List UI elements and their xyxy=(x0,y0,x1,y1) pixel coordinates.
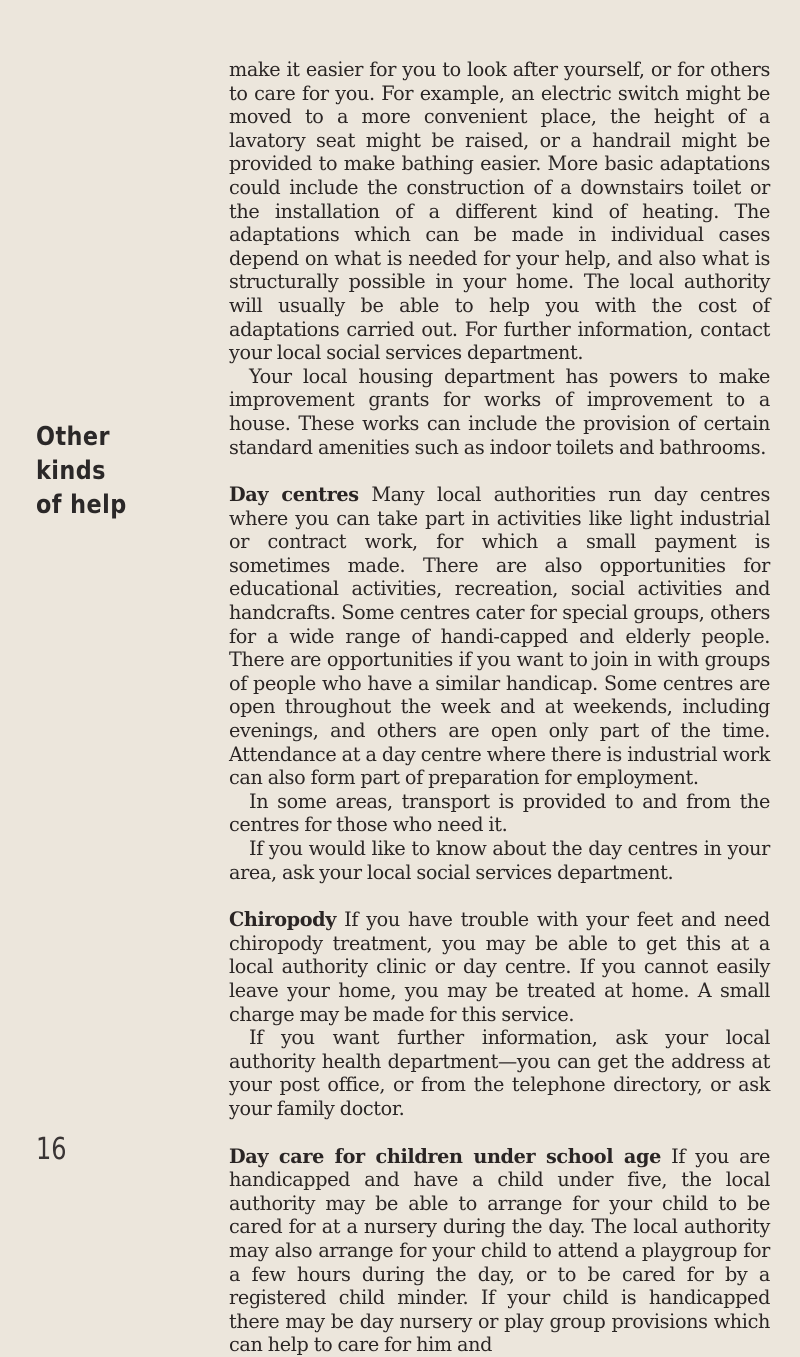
day-care-heading: Day care for children under school age xyxy=(229,1144,661,1168)
transport-paragraph: In some areas, transport is provided to and from the centres for those who need it. xyxy=(229,789,770,837)
chiropody-heading: Chiropody xyxy=(229,908,337,932)
page-number: 16 xyxy=(36,1132,67,1167)
day-care-text: If you are handicapped and have a child under five, the local authority may be able to arrange for your child to be cared for at a nursery during the day. The local authority may also arrange for your child to attend a playgroup for a few hours during the day, or to be cared for by a registered child minder. If your child is handicapped there may be day nursery or play group provisions which can help to care for him and xyxy=(229,1144,770,1357)
sidebar-heading-line-2: of help xyxy=(36,490,127,520)
chiropody-text: If you have trouble with your feet and need chiropody treatment, you may be able to get this at a local authority clinic or day centre. If you cannot easily leave your home, you may be treated at home. A small charge may be made for this service. xyxy=(229,908,770,1026)
day-centres-text: Many local authorities run day centres where you can take part in activities like light industrial or contract work, for which a small payment is sometimes made. There are also opportunities for educational activities, recreation, social activities and handcrafts. Some centres cater for special groups, others for a wide range of handi-capped and elderly people. There are opportunities if you want to join in with groups of people who have a similar handicap. Some centres are open throughout the week and at weekends, including evenings, and others are open only part of the time. Attendance at a day centre where there is industrial work can also form part of preparation for employment. xyxy=(229,483,770,790)
day-centres-heading: Day centres xyxy=(229,483,359,507)
sidebar-heading-line-1: Other kinds xyxy=(36,422,110,486)
main-text-column xyxy=(229,58,770,1357)
housing-paragraph: Your local housing department has powers to make improvement grants for works of improvement to a house. These works can include the provision of certain standard amenities such as indoor toilets and bathrooms. xyxy=(229,364,770,459)
intro-paragraph: make it easier for you to look after yourself, or for others to care for you. For example, an electric switch might be moved to a more convenient place, the height of a lavatory seat might be raised, or a handrail might be provided to make bathing easier. More basic adaptations could include the construction of a downstairs toilet or the installation of a different kind of heating. The adaptations which can be made in individual cases depend on what is needed for your help, and also what is structurally possible in your home. The local authority will usually be able to help you with the cost of adaptations carried out. For further information, contact your local social services department. xyxy=(229,58,770,365)
section-day-care xyxy=(229,1145,770,1357)
section-day-centres xyxy=(229,483,770,884)
day-care-paragraph xyxy=(229,1145,770,1357)
chiropody-contact-paragraph: If you want further information, ask your local authority health department—you can get the address at your post office, or from the telephone directory, or ask your family doctor. xyxy=(229,1026,770,1120)
sidebar-heading xyxy=(36,420,174,522)
section-chiropody xyxy=(229,908,770,1120)
day-centres-contact-paragraph: If you would like to know about the day centres in your area, ask your local social services department. xyxy=(229,837,770,884)
chiropody-paragraph xyxy=(229,908,770,1026)
day-centres-paragraph xyxy=(229,483,770,790)
